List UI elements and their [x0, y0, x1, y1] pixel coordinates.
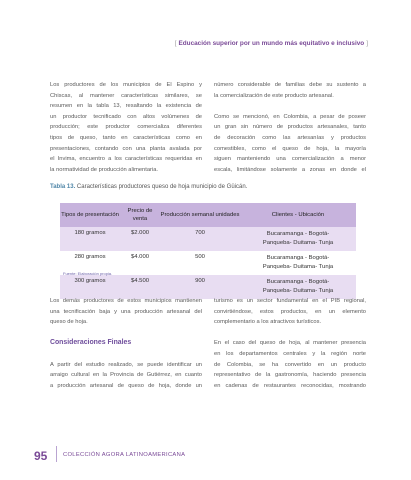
cell-production: 500 [160, 251, 240, 275]
text-line: Chiscas, al mantener características similares, se [50, 92, 202, 99]
text-line: Como se mencionó, en Colombia, a pesar de poseer [214, 113, 366, 120]
table-caption [50, 184, 247, 190]
cell-clients-line-2: Panqueba- Duitama- Tunja [262, 264, 334, 270]
text-line: la comercialización de este producto artesanal. [214, 92, 334, 99]
cell-presentation: 280 gramos [60, 251, 120, 275]
running-header [173, 40, 370, 47]
text-line: producción; este productor comercializa diferentes [50, 124, 202, 131]
cell-production: 900 [160, 275, 240, 299]
text-line: convirtiéndose, estos productos, en un elemento [214, 308, 366, 315]
header-title: Educación superior por un mundo más equitativo e inclusivo [178, 40, 365, 47]
text-line: a producción artesanal de queso de hoja, donde un [50, 382, 202, 389]
cell-presentation: 300 gramos [60, 275, 120, 299]
paragraph [50, 80, 202, 175]
text-line: En el caso del queso de hoja, al mantener presencia [214, 340, 366, 347]
text-line: queso de hoja. [50, 319, 88, 326]
text-line: una tecnificación baja y una producción artesanal del [50, 308, 202, 315]
column-top-left [50, 80, 202, 175]
text-line: de decoración como las artesanías y productos [214, 134, 366, 141]
header-presentation: Tipos de presentación [60, 203, 120, 227]
text-line: Los productores de los municipios de El Espino y [50, 82, 202, 88]
cell-price: $4.000 [120, 251, 160, 275]
text-line: siguen manteniendo una comercialización a menor [214, 156, 366, 163]
cell-clients-line-1: Bucaramanga - Bogotá- [266, 279, 330, 285]
table-caption-label: Tabla 13. [50, 184, 76, 190]
header-bracket-open: [ [174, 40, 177, 47]
table-row [60, 227, 356, 251]
text-line: en cadenas de restaurantes reconocidas, mostrando [214, 382, 366, 389]
section-title: Consideraciones Finales [50, 339, 132, 347]
cell-presentation: 180 gramos [60, 227, 120, 251]
footer-divider [56, 446, 57, 462]
header-bracket-close: ] [366, 40, 368, 47]
text-line: el Invima, encuentro a los características requeridas en [50, 156, 202, 163]
text-line: turismo es un sector fundamental en el PIB regional, [214, 298, 366, 304]
text-line: representativo de la gastronomía, haciendo presencia [214, 372, 366, 379]
paragraph [214, 80, 366, 101]
text-line: arraigo cultural en la Provincia de Gutiérrez, en cuanto [50, 372, 202, 379]
table-header-row [60, 203, 356, 227]
paragraph [50, 338, 202, 391]
text-line: la normatividad de producción alimentaria. [50, 166, 159, 173]
cell-clients-line-1: Bucaramanga - Bogotá- [266, 255, 330, 261]
cell-production: 700 [160, 227, 240, 251]
cell-price: $2.000 [120, 227, 160, 251]
text-line: un gran sin número de productos artesanales, tanto [214, 124, 366, 131]
text-line: en los departamentos centrales y la región norte [214, 350, 366, 357]
cell-clients-line-2: Panqueba- Duitama- Tunja [262, 240, 334, 246]
column-bottom-right [214, 296, 366, 391]
cell-price: $4.500 [120, 275, 160, 299]
paragraph [214, 338, 366, 391]
cell-clients-line-2: Panqueba- Duitama- Tunja [262, 288, 334, 294]
text-line: presentaciones, contando con una planta avalada por [50, 145, 202, 152]
text-line: un productor tecnificado con altos volúmenes de [50, 113, 202, 120]
text-line: resumen en la tabla 13, resaltando la existencia de [50, 103, 202, 110]
table-source: Fuente: Elaboración propia. [63, 271, 113, 276]
text-line: de Colombia, se ha convertido en un producto [214, 361, 366, 368]
paragraph [214, 296, 366, 328]
paragraph [50, 296, 202, 328]
cell-clients [240, 251, 356, 275]
text-line: Los demás productores de estos municipios mantienen [50, 298, 202, 304]
text-line: escala, limitándose solamente a zonas en donde el [214, 166, 366, 173]
header-price: Precio de venta [120, 203, 160, 227]
text-line: A partir del estudio realizado, se puede identificar un [50, 361, 202, 368]
column-top-right [214, 80, 366, 175]
producers-table [60, 203, 356, 299]
text-line: complementario a los atractivos turísticos. [214, 319, 322, 326]
text-line: número considerable de familias debe su sustento a [214, 82, 366, 88]
column-bottom-left [50, 296, 202, 391]
cell-clients [240, 227, 356, 251]
cell-clients-line-1: Bucaramanga - Bogotá- [266, 231, 330, 237]
collection-name: COLECCIÓN AGORA LATINOAMERICANA [63, 452, 186, 458]
table-caption-text: Características productores queso de hoja municipio de Güicán. [75, 184, 248, 190]
text-line: tipos de queso, tanto en características como en [50, 134, 202, 141]
text-line: comestibles, como el queso de hoja, la mayoría [214, 145, 366, 152]
header-production: Producción semanal unidades [160, 203, 240, 227]
paragraph [214, 112, 366, 176]
page-number: 95 [34, 449, 48, 463]
header-clients: Clientes - Ubicación [240, 203, 356, 227]
